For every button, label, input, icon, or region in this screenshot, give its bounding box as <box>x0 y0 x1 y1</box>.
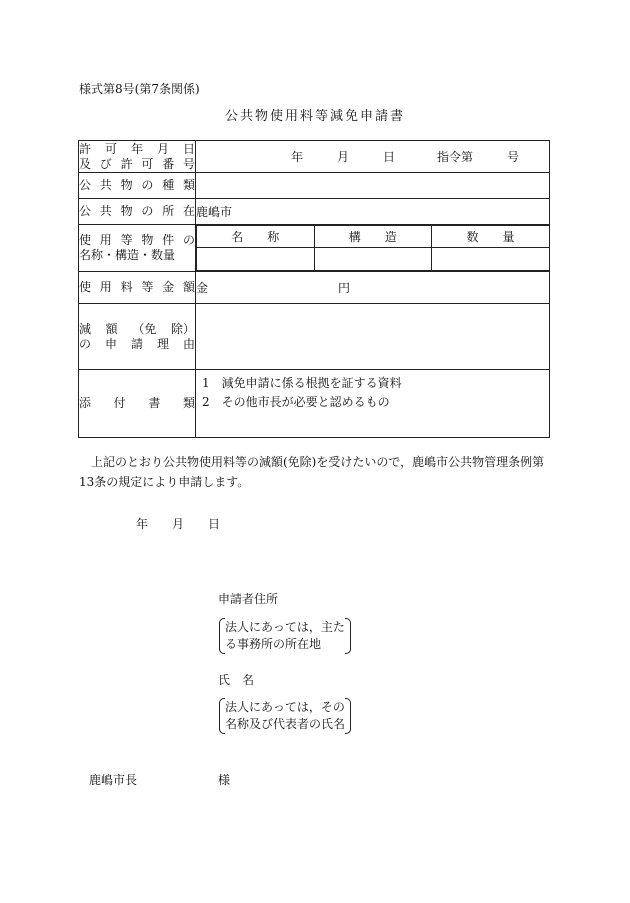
fee-label-char: 金 <box>162 280 175 294</box>
attachments-label-char: 類 <box>182 396 195 410</box>
permit-label-char: 日 <box>182 141 195 156</box>
structure-cell[interactable] <box>314 248 432 271</box>
col-quantity-header: 数 量 <box>432 226 550 248</box>
permit-label-char: 号 <box>182 156 195 171</box>
permit-label-char: 可 <box>141 156 154 171</box>
type-value[interactable] <box>196 173 550 199</box>
location-row <box>79 199 550 225</box>
statement-text: 上記のとおり公共物使用料等の減額(免除)を受けたいので，鹿嶋市公共物管理条例第13条の規定により申請します。 <box>79 455 545 489</box>
reason-label-char: 除） <box>170 321 195 336</box>
items-label-char: 物 <box>141 233 154 247</box>
reason-label-char: 由 <box>182 336 195 351</box>
attachments-label-char: 添 <box>79 396 92 410</box>
type-label-char: 物 <box>120 178 133 192</box>
addressee: 鹿嶋市長 <box>89 773 138 787</box>
attachment-item-2: 2 その他市長が必要と認めるもの <box>202 395 390 409</box>
location-label-char: 物 <box>120 204 133 218</box>
fee-prefix: 金 <box>196 281 209 295</box>
items-label-char: の <box>182 233 195 247</box>
permit-label-char: 可 <box>104 141 117 156</box>
reason-label-char: 減 <box>79 321 92 336</box>
fee-label-char: 料 <box>120 280 133 294</box>
items-row <box>79 225 550 272</box>
location-value[interactable]: 鹿嶋市 <box>196 199 550 225</box>
items-label-char: 等 <box>120 233 133 247</box>
attachment-item-1: 1 減免申請に係る根拠を証する資料 <box>202 376 402 390</box>
items-label-line2: 名称・構造・数量 <box>79 248 176 262</box>
fee-value[interactable] <box>196 272 550 304</box>
address-note: 法人にあっては，主たる事務所の所在地 <box>221 618 349 654</box>
fee-row <box>79 272 550 304</box>
permit-day: 日 <box>383 150 396 164</box>
fee-label <box>79 272 196 304</box>
attachments-value <box>196 370 550 438</box>
type-label-char: 類 <box>182 178 195 192</box>
fee-label-char: 使 <box>79 280 92 294</box>
attachments-label <box>79 370 196 438</box>
location-label-char: 所 <box>162 204 175 218</box>
reason-label-char: 理 <box>156 336 169 351</box>
location-label-char: 公 <box>79 204 92 218</box>
reason-label-char: 請 <box>130 336 143 351</box>
permit-month: 月 <box>337 150 350 164</box>
permit-label-char: び <box>99 156 112 171</box>
permit-year: 年 <box>291 150 304 164</box>
permit-value[interactable] <box>196 141 550 173</box>
permit-number: 号 <box>506 150 519 164</box>
reason-row <box>79 304 550 370</box>
application-date: 年 月 日 <box>136 517 221 531</box>
reason-label-char: 申 <box>104 336 117 351</box>
address-label: 申請者住所 <box>218 592 279 606</box>
fee-unit: 円 <box>338 281 351 295</box>
type-row <box>79 173 550 199</box>
form-title: 公共物使用料等減免申請書 <box>224 109 405 124</box>
permit-label <box>79 141 196 173</box>
reason-label-char: （免 <box>132 321 157 336</box>
application-table <box>78 140 550 438</box>
type-label-char: 種 <box>162 178 175 192</box>
location-label <box>79 199 196 225</box>
reason-value[interactable] <box>196 304 550 370</box>
permit-label-char: 許 <box>120 156 133 171</box>
items-value <box>196 225 550 272</box>
name-note: 法人にあっては，その名称及び代表者の氏名 <box>221 698 349 734</box>
reason-label-char: の <box>79 336 92 351</box>
attachments-label-char: 付 <box>113 396 126 410</box>
type-label <box>79 173 196 199</box>
honorific: 様 <box>218 773 231 787</box>
reason-label-char: 額 <box>105 321 118 336</box>
items-label-char: 用 <box>99 233 112 247</box>
items-label-char: 使 <box>79 233 92 247</box>
items-label-char: 件 <box>162 233 175 247</box>
attachments-label-char: 書 <box>148 396 161 410</box>
attachments-row <box>79 370 550 438</box>
items-label <box>79 225 196 272</box>
type-label-char: 公 <box>79 178 92 192</box>
fee-label-char: 等 <box>141 280 154 294</box>
type-label-char: の <box>141 178 154 192</box>
fee-label-char: 額 <box>182 280 195 294</box>
name-label: 氏 名 <box>218 673 255 687</box>
col-structure-header: 構 造 <box>314 226 432 248</box>
reason-label <box>79 304 196 370</box>
permit-directive: 指令第 <box>436 150 473 164</box>
permit-label-char: 年 <box>130 141 143 156</box>
name-cell[interactable] <box>197 248 315 271</box>
form-number: 様式第8号(第7条関係) <box>79 82 200 96</box>
location-label-char: 在 <box>182 204 195 218</box>
permit-label-char: 番 <box>162 156 175 171</box>
fee-label-char: 用 <box>99 280 112 294</box>
location-label-char: の <box>141 204 154 218</box>
quantity-cell[interactable] <box>432 248 550 271</box>
permit-row <box>79 141 550 173</box>
permit-label-char: 及 <box>79 156 92 171</box>
location-label-char: 共 <box>99 204 112 218</box>
permit-label-char: 月 <box>156 141 169 156</box>
permit-label-char: 許 <box>79 141 92 156</box>
col-name-header: 名 称 <box>197 226 315 248</box>
type-label-char: 共 <box>99 178 112 192</box>
